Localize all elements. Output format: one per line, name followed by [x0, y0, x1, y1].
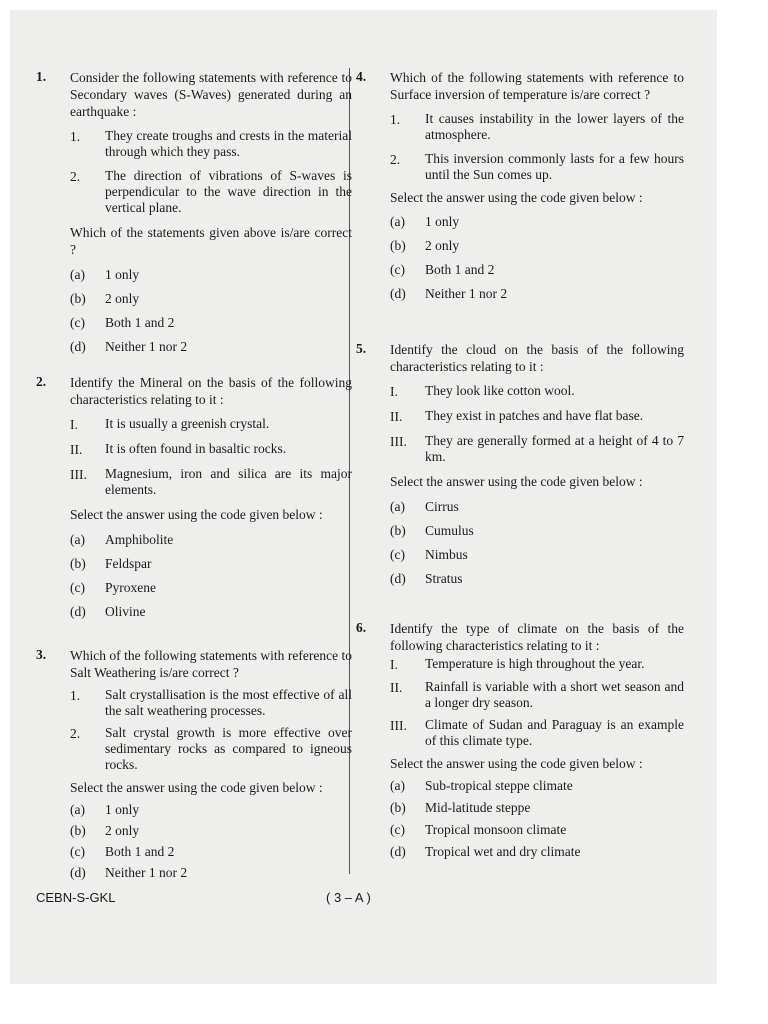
option-c: (c) Both 1 and 2 — [70, 315, 175, 330]
question-number: 5. — [356, 341, 367, 356]
statement: III. They are generally formed at a height of 4 to 7 km. — [390, 433, 684, 464]
question-number: 6. — [356, 620, 367, 635]
question-number: 2. — [36, 374, 47, 389]
option-a: (a) Sub-tropical steppe climate — [390, 778, 573, 793]
option-a: (a) 1 only — [70, 802, 140, 817]
question-stem: Identify the cloud on the basis of the following characteristics relating to it : — [390, 342, 684, 374]
option-c: (c) Tropical monsoon climate — [390, 822, 567, 837]
option-b: (b) 2 only — [390, 238, 460, 253]
option-c: (c) Both 1 and 2 — [390, 262, 495, 277]
option-a: (a) Amphibolite — [70, 532, 174, 547]
option-b: (b) Cumulus — [390, 523, 474, 538]
select-instruction: Select the answer using the code given below : — [70, 780, 323, 795]
select-instruction: Select the answer using the code given below : — [70, 507, 323, 522]
select-instruction: Select the answer using the code given below : — [390, 756, 643, 771]
option-d: (d) Olivine — [70, 604, 146, 619]
statement: 2. This inversion commonly lasts for a few hours until the Sun comes up. — [390, 151, 684, 182]
question-number: 4. — [356, 69, 367, 84]
question-1 — [36, 69, 352, 355]
option-b: (b) 2 only — [70, 823, 140, 838]
statement: I. Temperature is high throughout the year. — [390, 656, 645, 672]
option-b: (b) 2 only — [70, 291, 140, 306]
option-a: (a) 1 only — [70, 267, 140, 282]
select-instruction: Which of the statements given above is/are correct ? — [70, 225, 352, 257]
statement: I. They look like cotton wool. — [390, 383, 575, 399]
question-stem: Which of the following statements with reference to Surface inversion of temperature is/are correct ? — [390, 70, 684, 102]
question-3 — [36, 647, 352, 881]
statement: II. Rainfall is variable with a short wet season and a longer dry season. — [390, 679, 684, 710]
question-stem: Consider the following statements with reference to Secondary waves (S-Waves) generated during an earthquake : — [70, 70, 352, 119]
statement: III. Magnesium, iron and silica are its major elements. — [70, 466, 352, 497]
question-number: 3. — [36, 647, 47, 662]
statement: 1. It causes instability in the lower layers of the atmosphere. — [390, 111, 684, 142]
statement: I. It is usually a greenish crystal. — [70, 416, 270, 432]
option-c: (c) Pyroxene — [70, 580, 156, 595]
question-stem: Identify the type of climate on the basis of the following characteristics relating to it : — [390, 621, 684, 653]
option-b: (b) Mid-latitude steppe — [390, 800, 531, 815]
option-d: (d) Stratus — [390, 571, 463, 586]
option-a: (a) 1 only — [390, 214, 460, 229]
option-c: (c) Both 1 and 2 — [70, 844, 175, 859]
statement: 2. Salt crystal growth is more effective over sedimentary rocks as compared to igneous rocks. — [70, 725, 352, 772]
question-paper-page — [10, 10, 717, 984]
option-d: (d) Neither 1 nor 2 — [70, 865, 188, 880]
option-d: (d) Neither 1 nor 2 — [390, 286, 508, 301]
statement: II. They exist in patches and have flat base. — [390, 408, 644, 424]
question-4 — [356, 69, 684, 302]
statement: 1. They create troughs and crests in the material through which they pass. — [70, 128, 352, 159]
page-number: ( 3 – A ) — [326, 890, 371, 905]
question-2 — [36, 374, 352, 620]
select-instruction: Select the answer using the code given below : — [390, 474, 643, 489]
option-b: (b) Feldspar — [70, 556, 152, 571]
select-instruction: Select the answer using the code given below : — [390, 190, 643, 205]
option-a: (a) Cirrus — [390, 499, 459, 514]
question-5 — [356, 341, 684, 587]
statement: III. Climate of Sudan and Paraguay is an example of this climate type. — [390, 717, 684, 748]
question-number: 1. — [36, 69, 47, 84]
option-d: (d) Tropical wet and dry climate — [390, 844, 581, 859]
option-d: (d) Neither 1 nor 2 — [70, 339, 188, 354]
option-c: (c) Nimbus — [390, 547, 468, 562]
paper-code: CEBN-S-GKL — [36, 890, 116, 905]
statement: 2. The direction of vibrations of S-waves is perpendicular to the wave direction in the vertical plane. — [70, 168, 352, 215]
question-stem: Identify the Mineral on the basis of the following characteristics relating to it : — [70, 375, 352, 407]
statement: II. It is often found in basaltic rocks. — [70, 441, 287, 457]
statement: 1. Salt crystallisation is the most effective of all the salt weathering processes. — [70, 687, 352, 718]
question-6 — [356, 620, 684, 860]
question-stem: Which of the following statements with reference to Salt Weathering is/are correct ? — [70, 648, 352, 680]
